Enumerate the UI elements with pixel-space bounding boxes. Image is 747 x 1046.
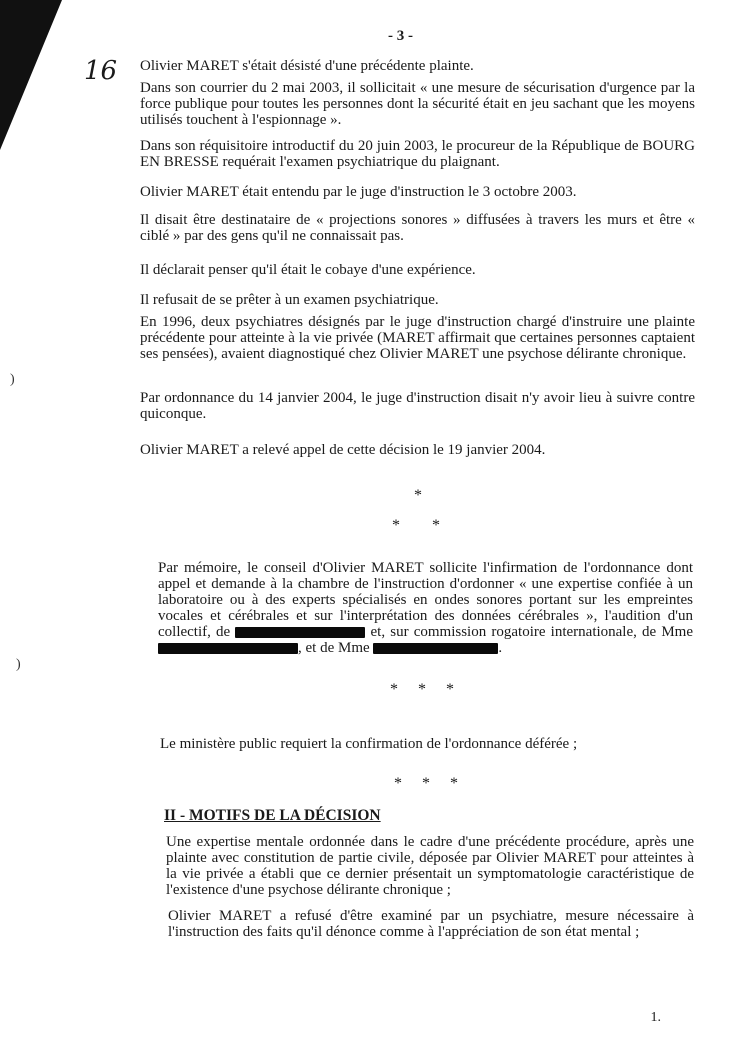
separator-stars: * * * <box>390 681 454 698</box>
page-number: - 3 - <box>388 28 413 44</box>
paragraph: Dans son réquisitoire introductif du 20 juin 2003, le procureur de la République de BOURG EN BRESSE requérait l'examen psychiatrique du plaignant. <box>140 138 695 170</box>
margin-mark: ) <box>16 657 21 672</box>
redaction-bar <box>235 627 365 638</box>
redaction-bar <box>158 643 298 654</box>
memoire-text: , et de Mme <box>298 640 370 656</box>
memoire-text: Par mémoire, le conseil d'Olivier MARET sollicite l'infirmation de l'ordonnance dont appel et demande à la chambre de l'instruction d'ordonner « une expertise confiée à un laboratoire ou à des experts spécialisés en ondes sonores portant sur les empreintes vocales et cérébrales et sur l'interprétation des données cérébrales », l'audition d'un collectif, de <box>158 560 693 640</box>
motif-paragraph: Une expertise mentale ordonnée dans le cadre d'une précédente procédure, après une plainte avec constitution de partie civile, déposée par Olivier MARET pour atteintes à la vie privée a établi que ce dernier présentait un symptomatologie caractéristique de l'existence d'une psychose délirante chronique ; <box>166 834 694 898</box>
paragraph: Olivier MARET s'était désisté d'une précédente plainte. <box>140 58 474 74</box>
motif-paragraph: Olivier MARET a refusé d'être examiné par un psychiatre, mesure nécessaire à l'instruction des faits qu'il dénonce comme à l'appréciation de son état mental ; <box>168 908 694 940</box>
memoire-text: . <box>498 640 503 656</box>
separator-stars: * * * <box>394 775 458 792</box>
footer-mark: 1. <box>650 1010 661 1025</box>
margin-mark: ) <box>10 372 15 387</box>
paragraph: Il disait être destinataire de « projections sonores » diffusées à travers les murs et être « ciblé » par des gens qu'il ne connaissait pas. <box>140 212 695 244</box>
paragraph: Olivier MARET était entendu par le juge d'instruction le 3 octobre 2003. <box>140 184 577 200</box>
ministere-paragraph: Le ministère public requiert la confirmation de l'ordonnance déférée ; <box>160 736 578 752</box>
paragraph: Dans son courrier du 2 mai 2003, il sollicitait « une mesure de sécurisation d'urgence par la force publique pour toutes les personnes dont la sécurité était en jeu sachant que les moyens utilisés touchent à l'espionnage ». <box>140 80 695 128</box>
paragraph: Il déclarait penser qu'il était le cobaye d'une expérience. <box>140 262 476 278</box>
section-heading: II - MOTIFS DE LA DÉCISION <box>164 807 381 824</box>
paragraph: En 1996, deux psychiatres désignés par le juge d'instruction chargé d'instruire une plainte précédente pour atteinte à la vie privée (MARET affirmait que certaines personnes captaient ses pensées), avaient diagnostiqué chez Olivier MARET une psychose délirante chronique. <box>140 314 695 362</box>
memoire-paragraph <box>158 560 693 656</box>
scan-corner-shadow <box>0 0 62 150</box>
memoire-text: et, sur commission rogatoire internationale, de Mme <box>370 624 694 640</box>
paragraph: Il refusait de se prêter à un examen psychiatrique. <box>140 292 439 308</box>
handwritten-margin-note: 16 <box>84 56 118 86</box>
separator-stars: * <box>414 487 422 504</box>
paragraph: Par ordonnance du 14 janvier 2004, le juge d'instruction disait n'y avoir lieu à suivre contre quiconque. <box>140 390 695 422</box>
redaction-bar <box>373 643 498 654</box>
separator-stars: * * <box>392 517 440 534</box>
paragraph: Olivier MARET a relevé appel de cette décision le 19 janvier 2004. <box>140 442 546 458</box>
